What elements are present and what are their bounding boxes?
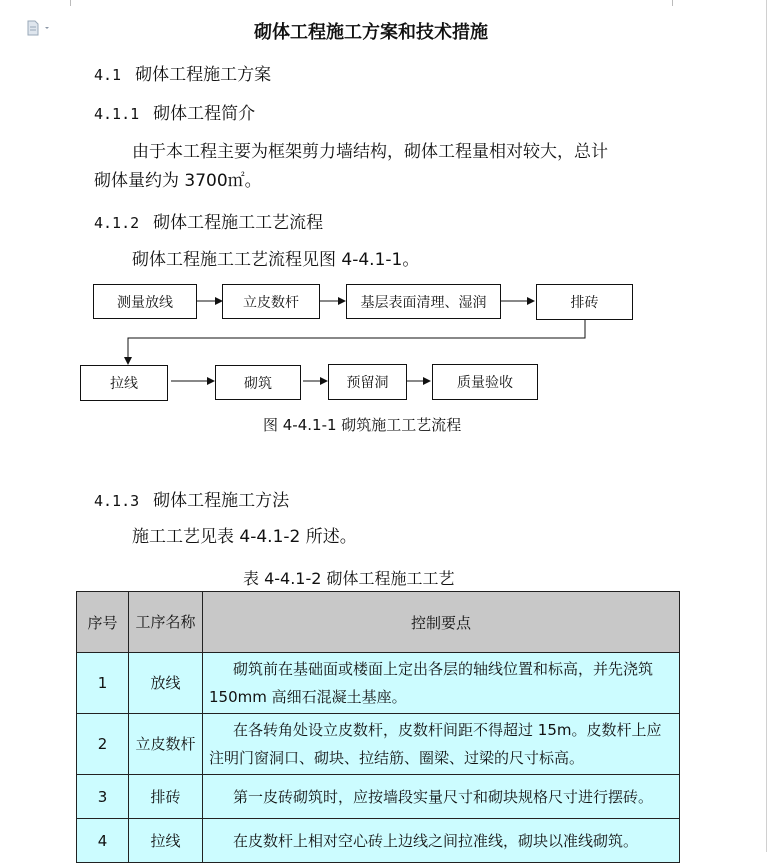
section-title: 砌体工程施工工艺流程 bbox=[153, 213, 324, 233]
row-desc: 砌筑前在基础面或楼面上定出各层的轴线位置和标高，并先浇筑 150mm 高细石混凝土基座。 bbox=[203, 653, 680, 714]
section-title: 砌体工程施工方法 bbox=[153, 491, 290, 511]
figure-caption: 图 4-4.1-1 砌筑施工工艺流程 bbox=[263, 416, 462, 434]
section-number: 4.1.1 bbox=[94, 105, 140, 123]
row-desc: 第一皮砖砌筑时，应按墙段实量尺寸和砌块规格尺寸进行摆砖。 bbox=[203, 775, 680, 819]
flow-step-clean: 基层表面清理、湿润 bbox=[346, 284, 501, 319]
flow-step-build: 砌筑 bbox=[215, 365, 301, 400]
table-row bbox=[77, 775, 680, 819]
row-name: 拉线 bbox=[129, 819, 203, 863]
row-seq: 3 bbox=[77, 775, 129, 819]
row-seq: 4 bbox=[77, 819, 129, 863]
section-number: 4.1.2 bbox=[94, 214, 140, 232]
flow-step-line: 拉线 bbox=[80, 365, 168, 401]
section-number: 4.1.3 bbox=[94, 492, 140, 510]
flow-step-measure: 测量放线 bbox=[93, 284, 197, 319]
table-header-row bbox=[77, 592, 680, 653]
row-name: 立皮数杆 bbox=[129, 714, 203, 775]
table-row bbox=[77, 714, 680, 775]
flow-arrow bbox=[128, 320, 585, 364]
table-row bbox=[77, 819, 680, 863]
process-table bbox=[76, 591, 680, 863]
table-row bbox=[77, 653, 680, 714]
row-name: 排砖 bbox=[129, 775, 203, 819]
row-name: 放线 bbox=[129, 653, 203, 714]
row-seq: 2 bbox=[77, 714, 129, 775]
flow-step-rod: 立皮数杆 bbox=[222, 284, 320, 319]
flow-step-inspect: 质量验收 bbox=[432, 364, 538, 400]
flow-intro-paragraph: 砌体工程施工工艺流程见图 4-4.1-1。 bbox=[132, 250, 420, 270]
intro-paragraph-line-2: 砌体量约为 3700㎡。 bbox=[94, 171, 262, 191]
section-number: 4.1 bbox=[94, 66, 122, 84]
section-heading-4-1-3 bbox=[94, 486, 289, 511]
flow-step-opening: 预留洞 bbox=[328, 364, 407, 400]
section-title: 砌体工程施工方案 bbox=[135, 65, 272, 85]
method-intro-paragraph: 施工工艺见表 4-4.1-2 所述。 bbox=[132, 527, 357, 547]
row-desc: 在各转角处设立皮数杆，皮数杆间距不得超过 15m。皮数杆上应注明门窗洞口、砌块、拉结筋、圈梁、过梁的尺寸标高。 bbox=[203, 714, 680, 775]
section-title: 砌体工程简介 bbox=[153, 104, 256, 124]
intro-paragraph-line-1: 由于本工程主要为框架剪力墙结构，砌体工程量相对较大，总计 bbox=[132, 142, 608, 162]
row-desc: 在皮数杆上相对空心砖上边线之间拉准线，砌块以准线砌筑。 bbox=[203, 819, 680, 863]
document-title: 砌体工程施工方案和技术措施 bbox=[254, 22, 488, 43]
header-seq: 序号 bbox=[77, 592, 129, 653]
header-name: 工序名称 bbox=[129, 592, 203, 653]
table-caption: 表 4-4.1-2 砌体工程施工工艺 bbox=[243, 569, 455, 588]
flow-step-layout: 排砖 bbox=[536, 284, 633, 320]
row-seq: 1 bbox=[77, 653, 129, 714]
header-points: 控制要点 bbox=[203, 592, 680, 653]
